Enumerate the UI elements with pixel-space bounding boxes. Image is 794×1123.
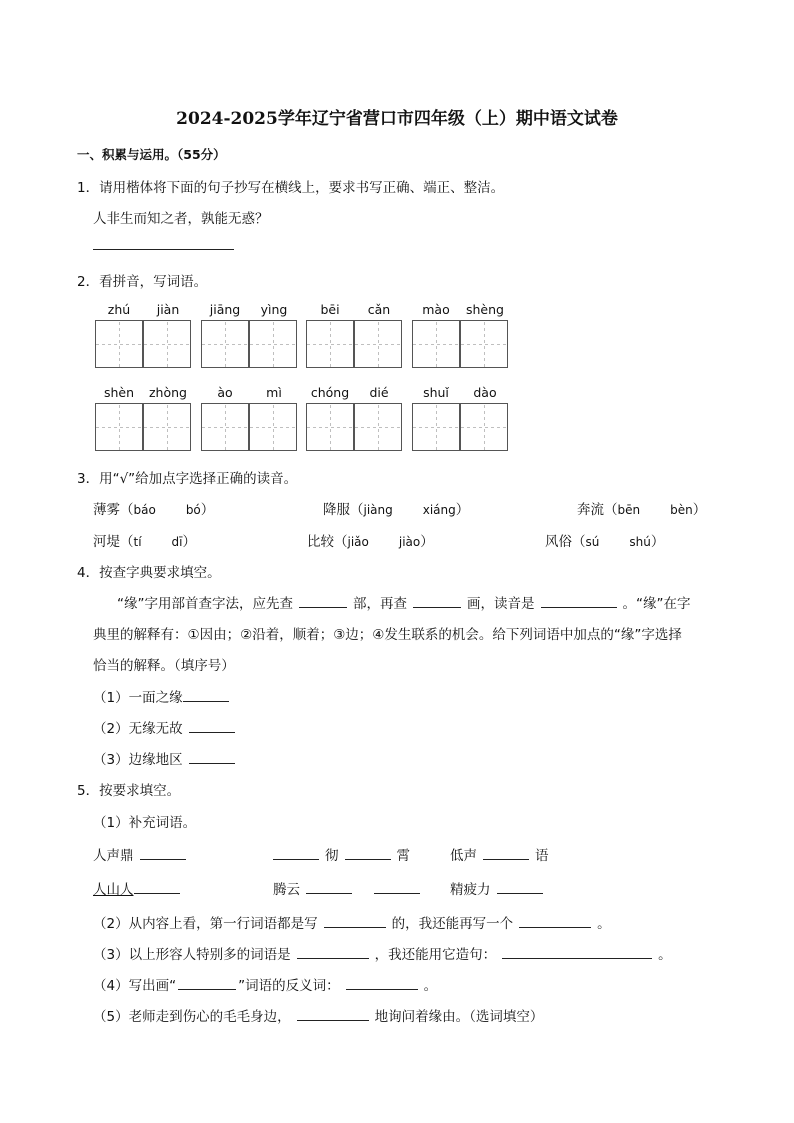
question-5-sub4: （4）写出画“ ”词语的反义词： 。 (93, 978, 438, 994)
pron-option-b[interactable]: jiào (398, 535, 421, 549)
pron-option-b[interactable]: xiáng (422, 503, 456, 517)
pron-option-b[interactable]: shú (629, 535, 651, 549)
pron-option-a[interactable]: jiàng (363, 503, 393, 517)
pron-word: 奔流 (577, 502, 604, 518)
pron-item: 降服（jiàng xiáng） (323, 502, 470, 518)
writing-box[interactable] (143, 320, 191, 368)
pron-item: 河堤（tí dī） (93, 534, 196, 550)
writing-box[interactable] (412, 403, 460, 451)
answer-blank[interactable] (299, 595, 347, 608)
question-5-stem: 5．按要求填空。 (77, 783, 181, 799)
question-4-sub: （1）一面之缘 (93, 686, 235, 706)
pinyin-label: bēi (320, 302, 340, 317)
idiom-fill: 人声鼎 (93, 844, 192, 864)
writing-box[interactable] (201, 403, 249, 451)
writing-box[interactable] (354, 403, 402, 451)
writing-box[interactable] (143, 403, 191, 451)
answer-blank[interactable] (345, 847, 391, 860)
answer-blank[interactable] (178, 977, 236, 990)
question-4-sub: （2）无缘无故 (93, 717, 241, 737)
idiom-fill (93, 878, 186, 898)
pron-item: 薄雾（báo bó） (93, 502, 215, 518)
idiom-fill: 低声 语 (450, 848, 549, 864)
pron-item: 比较（jiǎo jiào） (307, 534, 434, 550)
pron-word: 风俗 (545, 534, 572, 550)
pron-item: 奔流（bēn bèn） (577, 502, 707, 518)
pron-word: 降服 (323, 502, 350, 518)
question-5-sub2: （2）从内容上看，第一行词语都是写 的，我还能再写一个 。 (93, 916, 611, 932)
question-1-sentence: 人非生而知之者，孰能无惑？ (93, 211, 269, 227)
pinyin-label: cǎn (367, 302, 391, 317)
answer-blank[interactable] (413, 595, 461, 608)
answer-blank[interactable] (502, 946, 652, 959)
writing-box[interactable] (306, 320, 354, 368)
writing-box[interactable] (249, 320, 297, 368)
section-heading: 一、积累与运用。（55分） (77, 147, 226, 162)
writing-box[interactable] (95, 320, 143, 368)
answer-blank[interactable] (134, 881, 180, 894)
pron-word: 比较 (307, 534, 334, 550)
writing-box[interactable] (95, 403, 143, 451)
writing-box[interactable] (460, 320, 508, 368)
pinyin-label: zhú (107, 302, 131, 317)
pinyin-label: mì (266, 385, 282, 400)
answer-blank[interactable] (519, 915, 591, 928)
answer-blank[interactable] (324, 915, 386, 928)
pinyin-label: chóng (310, 385, 350, 400)
answer-blank[interactable] (297, 946, 369, 959)
question-5-sub3: （3）以上形容人特别多的词语是 ，我还能用它造句： 。 (93, 947, 672, 963)
pinyin-label: zhòng (149, 385, 187, 400)
pron-option-a[interactable]: jiǎo (347, 535, 369, 549)
pinyin-label: mào (422, 302, 450, 317)
question-4-line2: 典里的解释有：①因由；②沿着，顺着；③边；④发生联系的机会。给下列词语中加点的“缘”字选择 (93, 627, 682, 643)
answer-blank[interactable] (306, 881, 352, 894)
writing-box[interactable] (249, 403, 297, 451)
answer-blank[interactable] (541, 595, 617, 608)
writing-box[interactable] (306, 403, 354, 451)
pron-option-b[interactable]: dī (171, 535, 183, 549)
pinyin-label: shuǐ (423, 385, 449, 400)
question-4-line3: 恰当的解释。（填序号） (93, 658, 235, 674)
pron-word: 薄雾 (93, 502, 120, 518)
page-title: 2024-2025学年辽宁省营口市四年级（上）期中语文试卷 (176, 109, 618, 129)
pron-option-a[interactable]: tí (133, 535, 142, 549)
question-5-sub1: （1）补充词语。 (93, 815, 197, 831)
pron-option-a[interactable]: báo (133, 503, 156, 517)
idiom-fill: 精疲力 (450, 878, 549, 898)
pron-option-b[interactable]: bó (185, 503, 201, 517)
pinyin-label: shèn (103, 385, 135, 400)
question-3-stem: 3．用“√”给加点字选择正确的读音。 (77, 471, 298, 487)
question-5-sub5: （5）老师走到伤心的毛毛身边， 地询问着缘由。（选词填空） (93, 1009, 544, 1025)
pron-item: 风俗（sú shú） (545, 534, 665, 550)
answer-blank[interactable] (297, 1008, 369, 1021)
copy-line[interactable] (93, 249, 234, 250)
answer-blank[interactable] (346, 977, 418, 990)
pron-option-b[interactable]: bèn (670, 503, 693, 517)
answer-blank[interactable] (374, 881, 420, 894)
writing-box[interactable] (354, 320, 402, 368)
question-1-stem: 1．请用楷体将下面的句子抄写在横线上，要求书写正确、端正、整洁。 (77, 180, 505, 196)
pinyin-label: ào (217, 385, 233, 400)
pinyin-label: jiāng (209, 302, 241, 317)
answer-blank[interactable] (273, 847, 319, 860)
idiom-fill: 腾云 (273, 878, 426, 898)
pinyin-label: dié (369, 385, 389, 400)
pron-option-a[interactable]: sú (585, 535, 600, 549)
answer-blank[interactable] (140, 847, 186, 860)
question-2-stem: 2．看拼音，写词语。 (77, 274, 208, 290)
answer-blank[interactable] (497, 881, 543, 894)
underlined-idiom: 人山人 (93, 882, 134, 898)
pinyin-label: yìng (260, 302, 288, 317)
idiom-fill: 彻 霄 (273, 844, 410, 864)
pinyin-label: jiàn (156, 302, 180, 317)
writing-box[interactable] (412, 320, 460, 368)
answer-blank[interactable] (189, 720, 235, 733)
answer-blank[interactable] (183, 689, 229, 702)
writing-box[interactable] (201, 320, 249, 368)
pron-option-a[interactable]: bēn (617, 503, 641, 517)
question-4-sub: （3）边缘地区 (93, 748, 241, 768)
writing-box[interactable] (460, 403, 508, 451)
pron-word: 河堤 (93, 534, 120, 550)
question-4-stem: 4．按查字典要求填空。 (77, 565, 221, 581)
pinyin-label: dào (473, 385, 497, 400)
answer-blank[interactable] (189, 751, 235, 764)
answer-blank[interactable] (483, 847, 529, 860)
question-4-line1: “缘”字用部首查字法，应先查 部，再查 画，读音是 。“缘”在字 (117, 596, 691, 612)
pinyin-label: shèng (466, 302, 504, 317)
